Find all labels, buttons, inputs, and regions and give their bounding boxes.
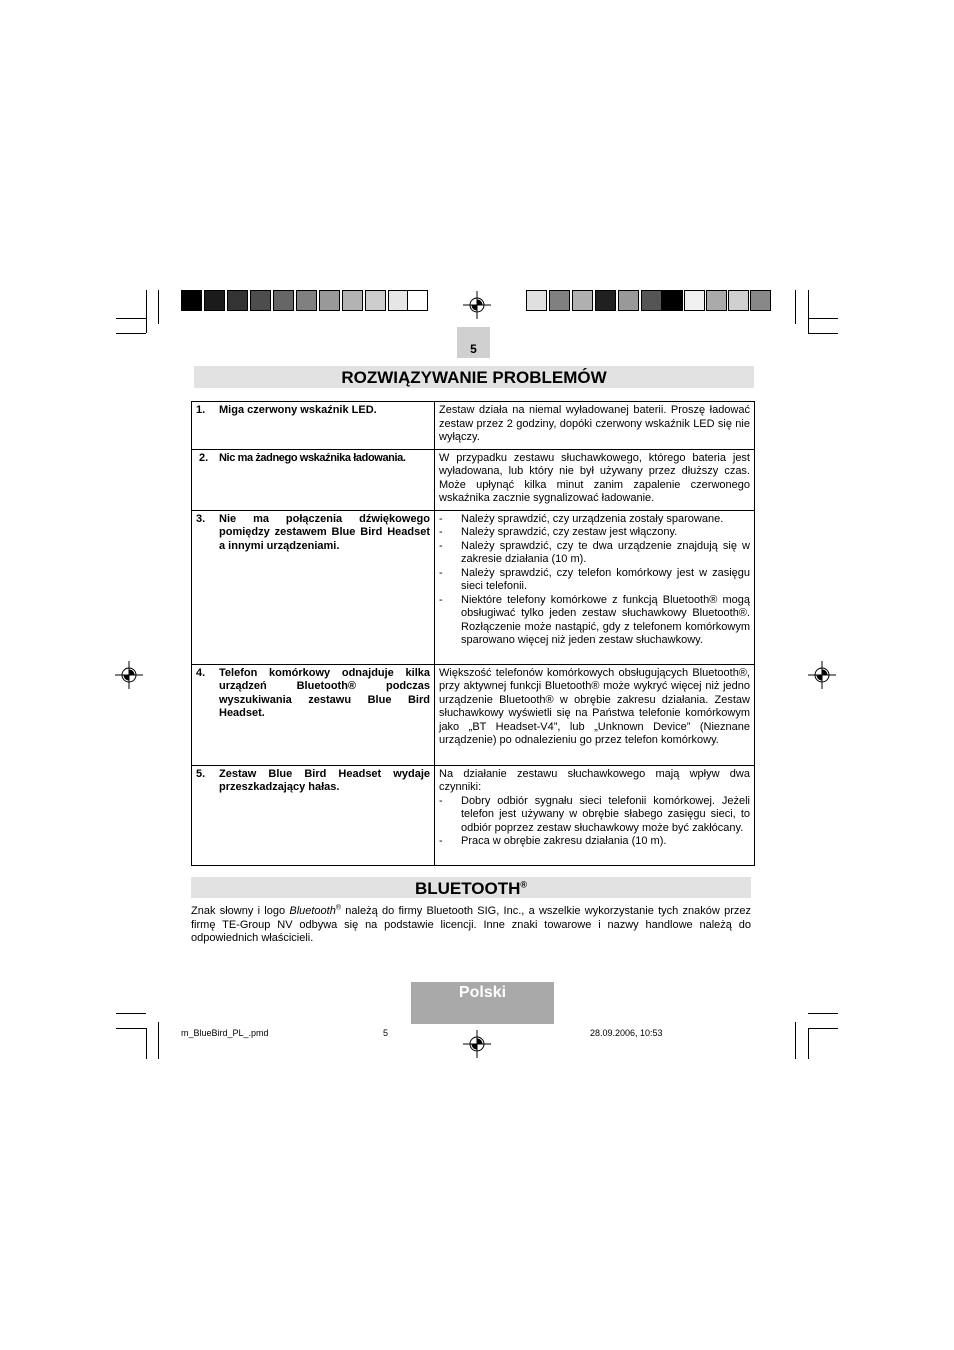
swatch <box>296 290 317 311</box>
solution-text: Zestaw działa na niemal wyładowanej baterii. Proszę ładować zestaw przez 2 godziny, dopóki czerwony wskaźnik LED się nie wyłączy. <box>439 404 750 443</box>
list-item: - Niektóre telefony komórkowe z funkcją Bluetooth® mogą obsługiwać tylko jeden zestaw słuchawkowy Bluetooth®. Rozłączenie może nastąpić, gdy z telefonem komórkowym sparowano więcej niż jeden zestaw słuchawkowy. <box>439 594 750 648</box>
solution-cell <box>435 449 755 510</box>
row-number: 3. <box>196 512 206 525</box>
problem-text: Zestaw Blue Bird Headset wydaje przeszkadzający hałas. <box>219 767 430 793</box>
problem-text: Nie ma połączenia dźwiękowego pomiędzy zestawem Blue Bird Headset a innymi urządzeniami. <box>219 512 430 552</box>
language-tab: Polski <box>411 982 554 1024</box>
swatch <box>342 290 363 311</box>
solution-cell <box>435 765 755 865</box>
problem-text: Nic ma żadnego wskaźnika ładowania. <box>219 451 406 464</box>
text-before: Znak słowny i logo <box>191 905 290 917</box>
section-title-bluetooth <box>191 877 751 898</box>
table-row <box>192 765 755 865</box>
footer-filename: m_BlueBird_PL_.pmd <box>181 1028 269 1038</box>
list-item: - Należy sprawdzić, czy te dwa urządzenie znajdują się w zakresie działania (10 m). <box>439 540 750 567</box>
swatch <box>407 290 428 311</box>
table-row <box>192 510 755 664</box>
swatch <box>750 290 771 311</box>
table-row <box>192 402 755 450</box>
troubleshooting-table <box>191 401 755 866</box>
solution-list <box>439 513 750 648</box>
swatch <box>684 290 705 311</box>
problem-text: Telefon komórkowy odnajduje kilka urządzeń Bluetooth® podczas wyszukiwania zestawu Blue Bird Headset. <box>219 666 430 719</box>
bluetooth-title-text: BLUETOOTH <box>414 879 521 898</box>
list-item: - Dobry odbiór sygnału sieci telefonii komórkowej. Jeżeli telefon jest używany w obrębie słabego zasięgu sieci, to odbiór poprzez zestaw słuchawkowy może być zakłócany. <box>439 795 750 836</box>
solution-text: Na działanie zestawu słuchawkowego mają wpływ dwa czynniki: <box>439 767 750 793</box>
section-title-troubleshooting <box>194 366 754 388</box>
swatch <box>250 290 271 311</box>
swatch <box>641 290 662 311</box>
problem-cell <box>192 765 435 865</box>
swatch <box>365 290 386 311</box>
registration-mark-icon <box>463 291 491 319</box>
solution-cell <box>435 664 755 765</box>
list-item: - Praca w obrębie zakresu działania (10 m). <box>439 835 750 849</box>
solution-cell <box>435 510 755 664</box>
footer-page: 5 <box>383 1028 389 1038</box>
page-number: 5 <box>457 327 490 358</box>
table-row <box>192 449 755 510</box>
troubleshooting-title-text: ROZWIĄZYWANIE PROBLEMÓW <box>341 368 607 387</box>
swatch <box>227 290 248 311</box>
footer-datetime: 28.09.2006, 10:53 <box>590 1028 663 1038</box>
row-number: 2. <box>199 451 209 464</box>
registration-mark-icon <box>808 661 836 689</box>
registration-mark-icon <box>463 1030 491 1058</box>
swatch <box>549 290 570 311</box>
swatch <box>662 290 683 311</box>
bluetooth-trademark-text <box>191 905 751 946</box>
swatch <box>595 290 616 311</box>
swatch <box>388 290 409 311</box>
problem-text: Miga czerwony wskaźnik LED. <box>219 404 377 416</box>
swatch <box>618 290 639 311</box>
solution-text: W przypadku zestawu słuchawkowego, którego bateria jest wyładowana, lub który nie był używany przez dłuższy czas. Może upłynąć kilka minut zanim zapalenie czerwonego wskaźnika zacznie sygnalizować ładowanie. <box>439 451 750 504</box>
list-item: - Należy sprawdzić, czy telefon komórkowy jest w zasięgu sieci telefonii. <box>439 567 750 594</box>
list-item: - Należy sprawdzić, czy zestaw jest włączony. <box>439 526 750 540</box>
list-item: - Należy sprawdzić, czy urządzenia zostały sparowane. <box>439 513 750 527</box>
swatch <box>728 290 749 311</box>
row-number: 4. <box>196 666 206 679</box>
swatch <box>319 290 340 311</box>
problem-cell <box>192 510 435 664</box>
problem-cell <box>192 402 435 450</box>
row-number: 5. <box>196 767 206 780</box>
table-row <box>192 664 755 765</box>
text-after: należą do firmy Bluetooth SIG, Inc., a wszelkie wykorzystanie tych znaków przez firmę TE-Group NV odbywa się na podstawie licencji. Inne znaki towarowe i nazwy handlowe należą do odpowiednich właścicieli. <box>191 905 751 944</box>
brand-name: Bluetooth <box>289 905 336 917</box>
swatch <box>572 290 593 311</box>
problem-cell <box>192 664 435 765</box>
row-number: 1. <box>196 404 206 416</box>
solution-list <box>439 795 750 849</box>
swatch <box>273 290 294 311</box>
swatch <box>181 290 202 311</box>
registered-mark: ® <box>520 879 528 890</box>
swatch <box>526 290 547 311</box>
swatch <box>706 290 727 311</box>
solution-text: Większość telefonów komórkowych obsługujących Bluetooth®, przy aktywnej funkcji Bluetooth® może wykryć więcej niż jedno urządzenie Bluetooth® w obrębie zakresu działania. Zestaw słuchawkowy wyświetli się na Państwa telefonie komórkowym jako „BT Headset-V4”, lub „Unknown Device” (Nieznane urządzenie) po odnalezieniu go przez telefon komórkowy. <box>439 666 750 746</box>
registered-mark: ® <box>335 904 342 912</box>
registration-mark-icon <box>115 661 143 689</box>
problem-cell <box>192 449 435 510</box>
solution-cell <box>435 402 755 450</box>
swatch <box>204 290 225 311</box>
